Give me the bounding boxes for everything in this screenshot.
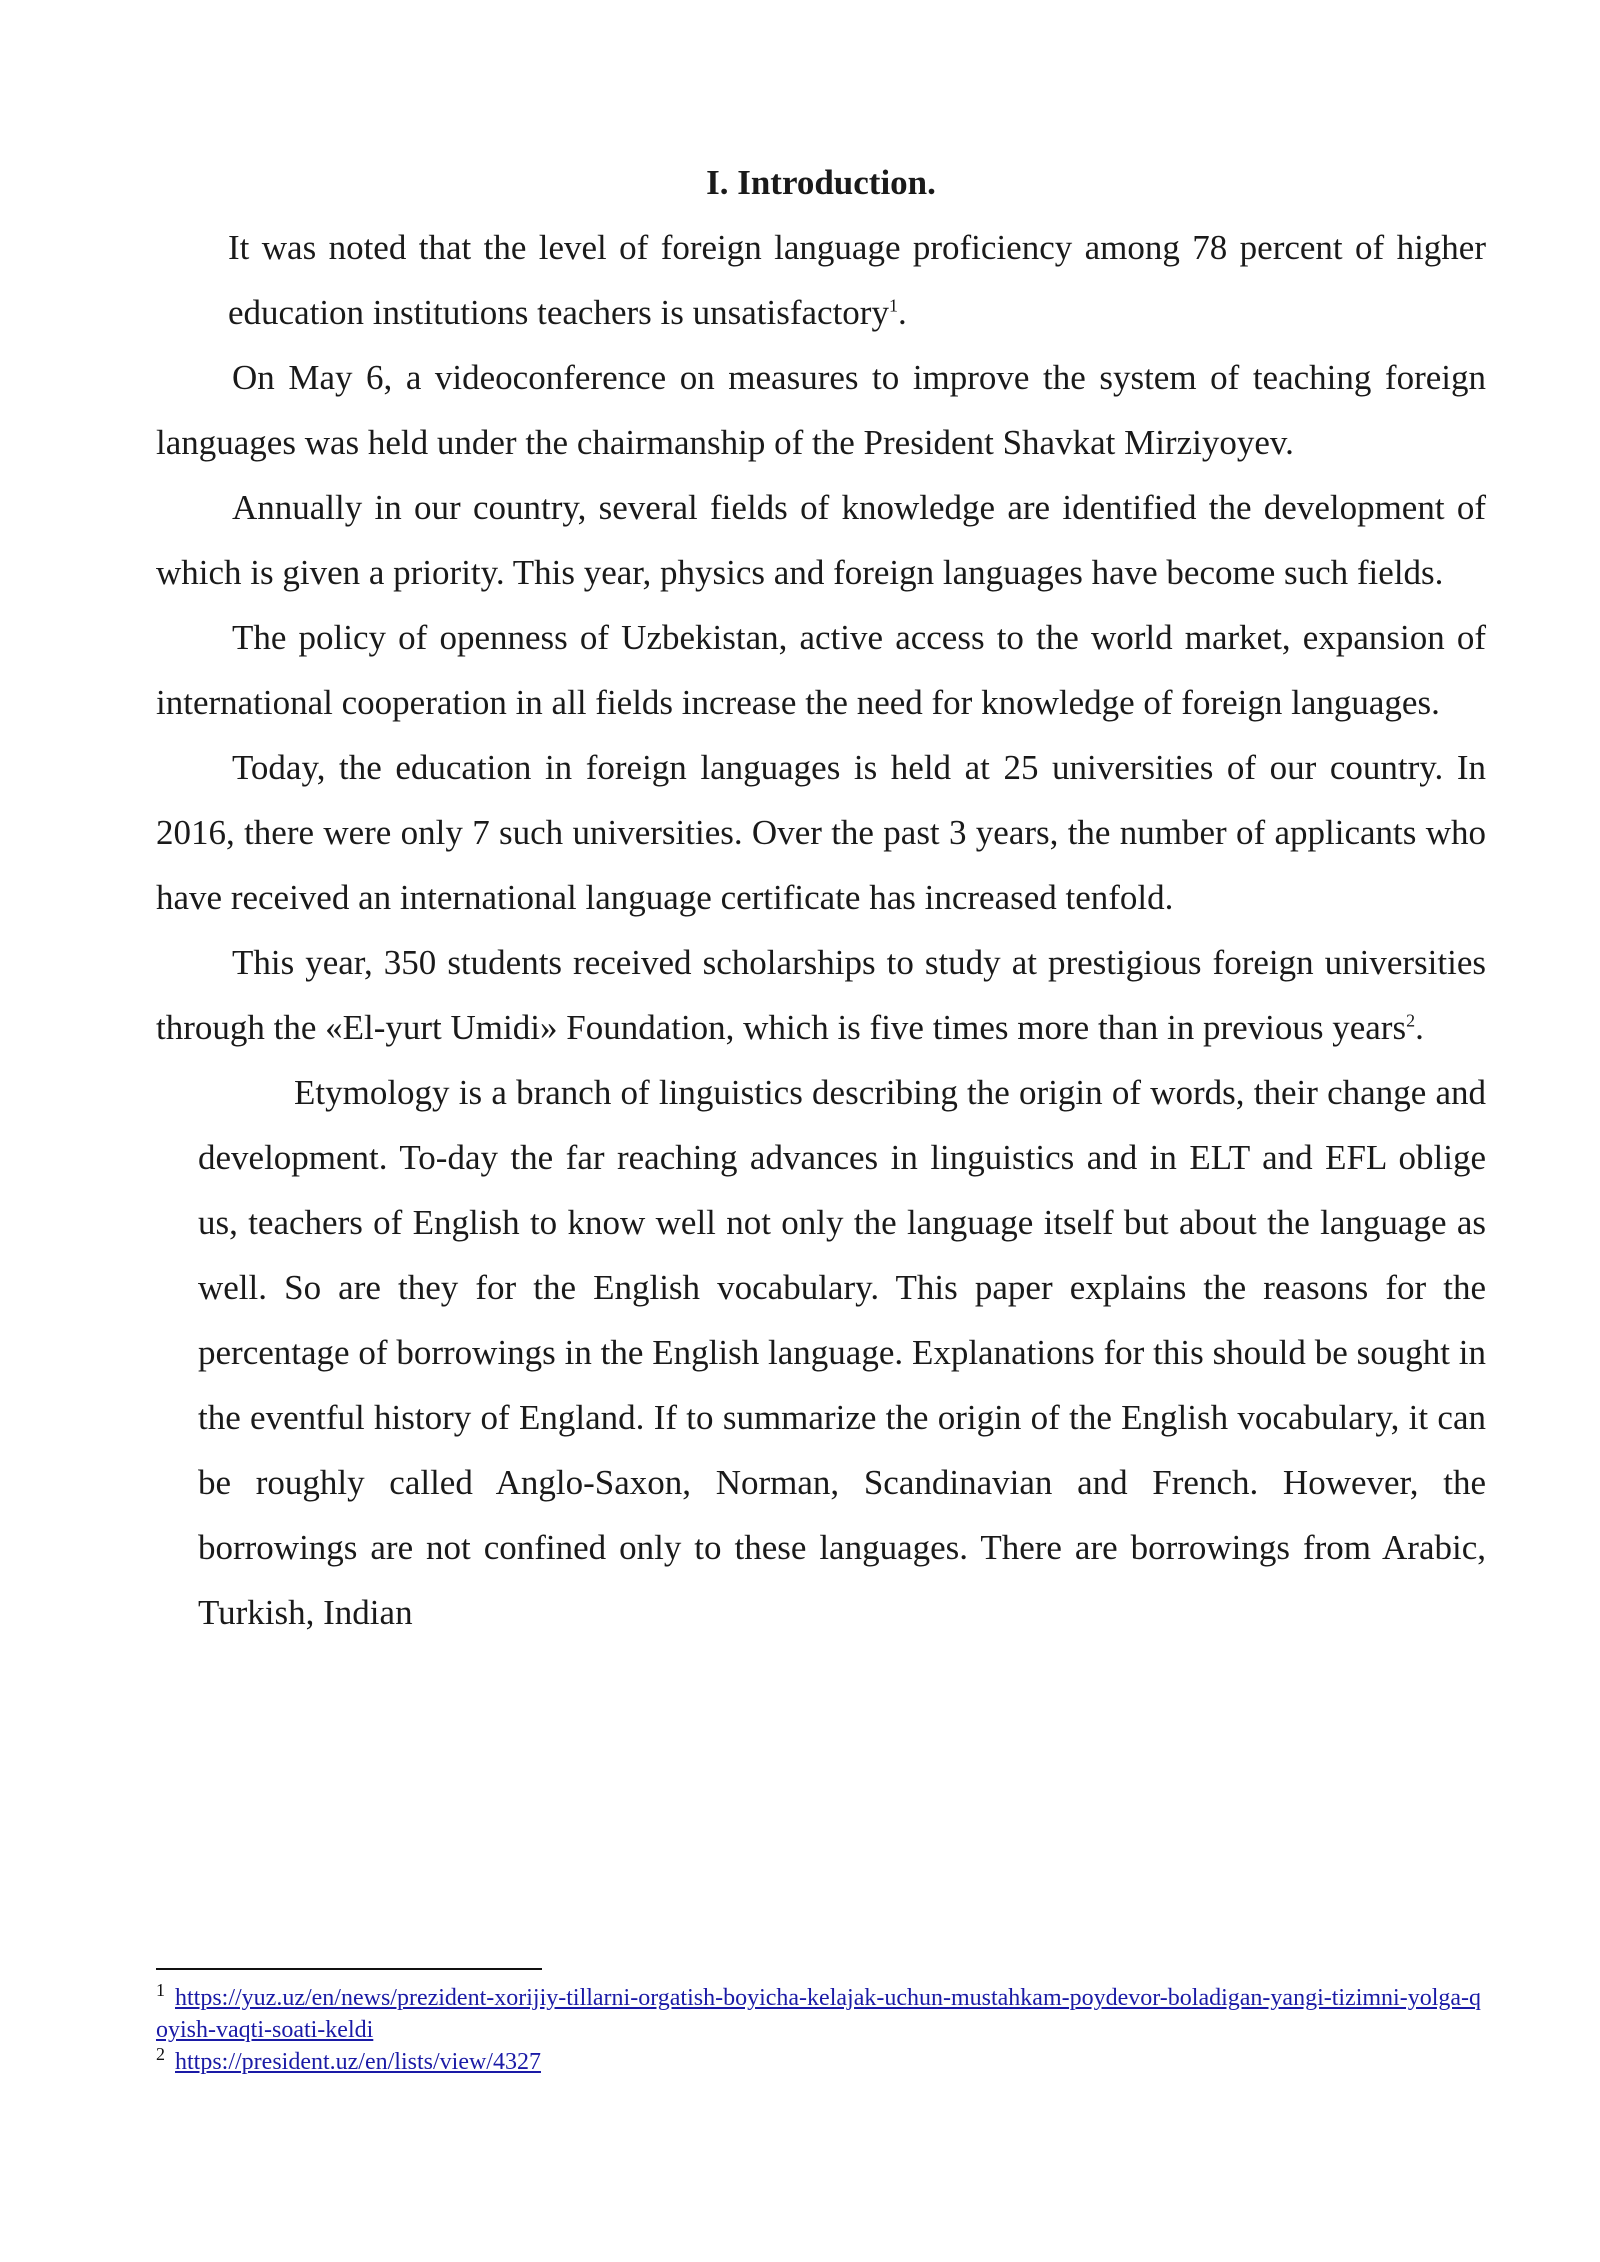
- footnote-2-mark: 2: [156, 2044, 165, 2064]
- paragraph-6: This year, 350 students received scholarships to study at prestigious foreign universities through the «El-yurt Umidi» Foundation, which is five times more than in previous years$^2$.: [156, 943, 1486, 1047]
- footnote-separator: [156, 1968, 542, 1970]
- footnote-2: [156, 2046, 1488, 2078]
- paragraph-4: The policy of openness of Uzbekistan, active access to the world market, expansion of international cooperation in all fields increase the need for knowledge of foreign languages.: [156, 618, 1486, 722]
- paragraph-1: It was noted that the level of foreign language proficiency among 78 percent of higher education institutions teachers is unsatisfactory$^1$.: [228, 228, 1486, 332]
- paragraph-3: Annually in our country, several fields of knowledge are identified the development of which is given a priority. This year, physics and foreign languages have become such fields.: [156, 488, 1486, 592]
- footnote-1: [156, 1982, 1488, 2046]
- paragraph-2: On May 6, a videoconference on measures to improve the system of teaching foreign languages was held under the chairmanship of the President Shavkat Mirziyoyev.: [156, 358, 1486, 462]
- footnote-ref-1[interactable]: 1: [888, 295, 898, 316]
- paragraph-6-text: This year, 350 students received scholarships to study at prestigious foreign universities through the «El-yurt Umidi» Foundation, which is five times more than in previous years: [156, 943, 1486, 1047]
- paragraph-1-text: It was noted that the level of foreign language proficiency among 78 percent of higher education institutions teachers is unsatisfactory: [228, 228, 1486, 332]
- section-heading: I. Introduction.: [706, 163, 936, 202]
- footnote-1-link[interactable]: https://yuz.uz/en/news/prezident-xorijiy-tillarni-orgatish-boyicha-kelajak-uchun-mustahkam-poydevor-boladigan-yangi-tizimni-yolga-qoyish-vaqti-soati-keldi: [156, 1985, 1482, 2043]
- footnote-ref-2[interactable]: 2: [1406, 1010, 1416, 1031]
- footnote-1-mark: 1: [156, 1980, 165, 2000]
- paragraph-etymology: Etymology is a branch of linguistics describing the origin of words, their change and development. To-day the far reaching advances in linguistics and in ELT and EFL oblige us, teachers of English to know well not only the language itself but about the language as well. So are they for the English vocabulary. This paper explains the reasons for the percentage of borrowings in the English language. Explanations for this should be sought in the eventful history of England. If to summarize the origin of the English vocabulary, it can be roughly called Anglo-Saxon, Norman, Scandinavian and French. However, the borrowings are not confined only to these languages. There are borrowings from Arabic, Turkish, Indian: [198, 1073, 1486, 1632]
- footnote-2-link[interactable]: https://president.uz/en/lists/view/4327: [175, 2049, 541, 2075]
- paragraph-5: Today, the education in foreign languages is held at 25 universities of our country. In 2016, there were only 7 such universities. Over the past 3 years, the number of applicants who have received an international language certificate has increased tenfold.: [156, 748, 1486, 917]
- body-text: [156, 150, 1486, 1645]
- footnotes: [156, 1968, 1488, 2078]
